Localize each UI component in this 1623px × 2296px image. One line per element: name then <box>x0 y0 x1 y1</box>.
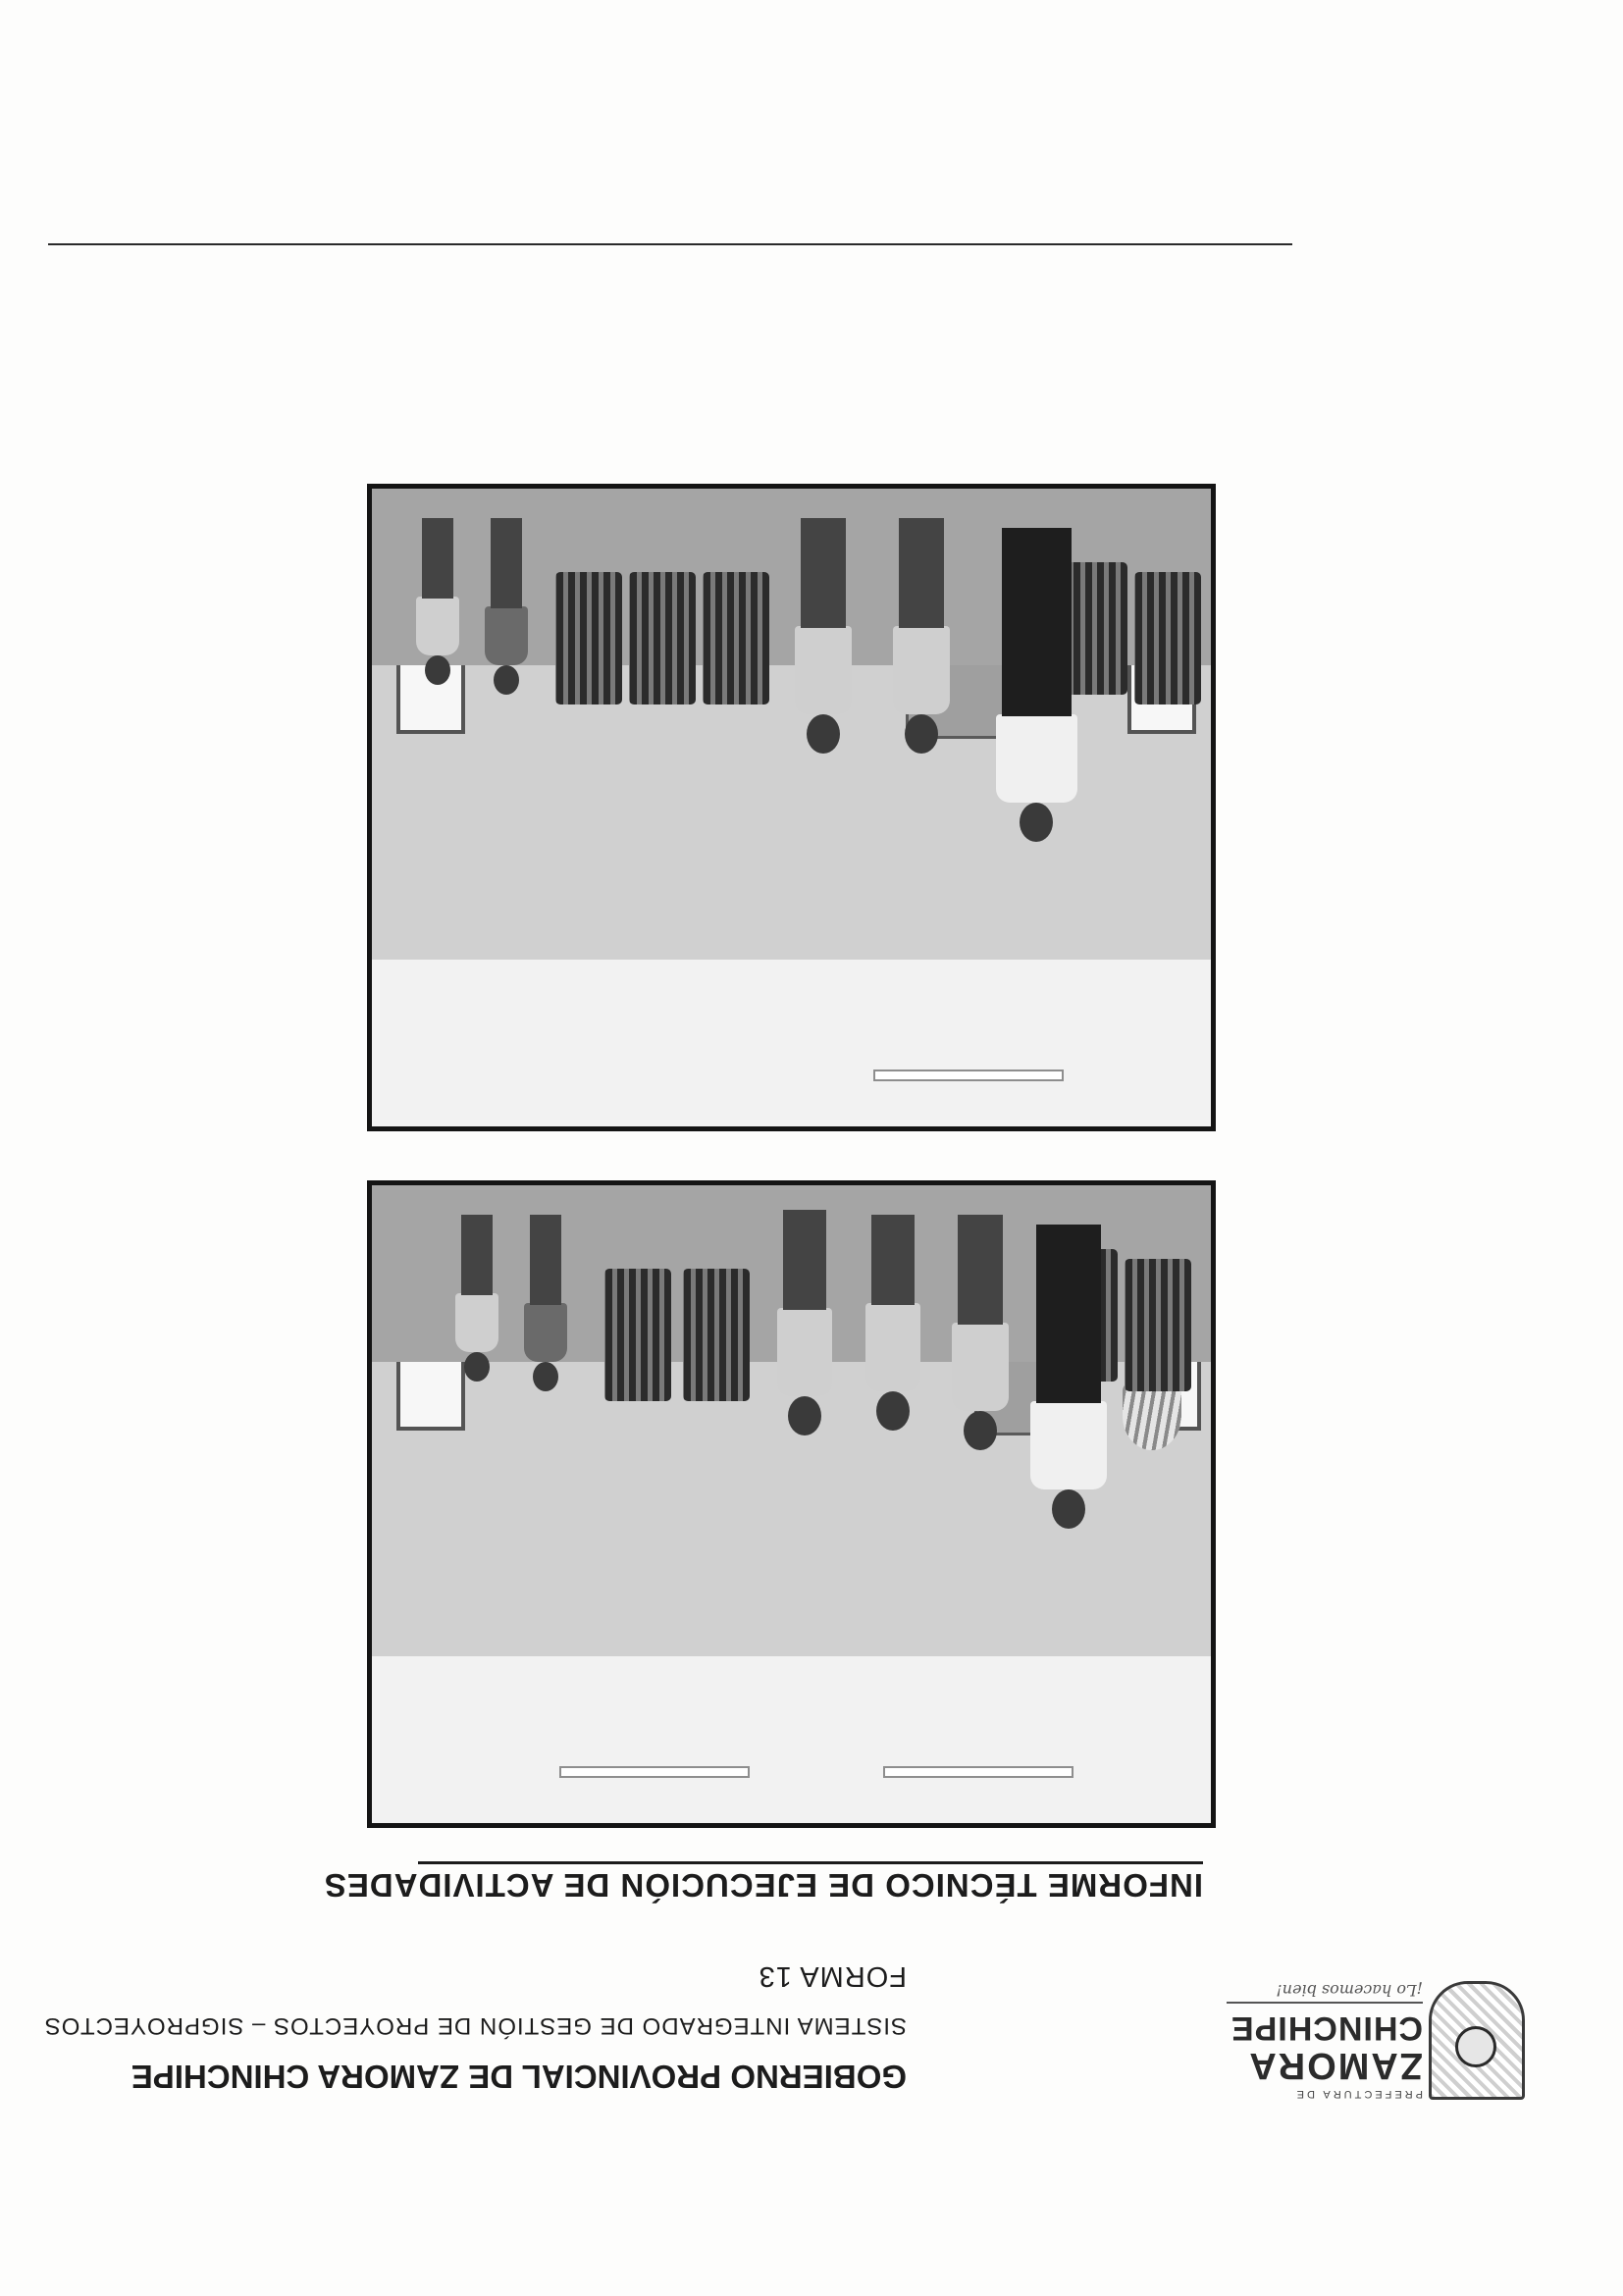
person-icon <box>887 518 956 754</box>
institution-name: GOBIERNO PROVINCIAL DE ZAMORA CHINCHIPE <box>131 2059 907 2095</box>
form-number: FORMA 13 <box>758 1960 907 1992</box>
plant-icon <box>1123 1382 1181 1450</box>
person-icon <box>449 1215 504 1382</box>
page-rule <box>48 243 1292 245</box>
report-title: INFORME TÉCNICO DE EJECUCIÓN DE ACTIVIDADES <box>418 1861 1203 1904</box>
prefectura-logo <box>1201 1977 1525 2110</box>
ceiling <box>372 960 1211 1126</box>
logo-divider <box>1227 2002 1423 2004</box>
chair-icon <box>629 572 696 704</box>
person-icon <box>990 528 1083 842</box>
logo-name-line2: CHINCHIPE <box>1230 2009 1423 2047</box>
chair-icon <box>683 1269 750 1401</box>
chair-icon <box>604 1269 671 1401</box>
person-icon <box>789 518 858 754</box>
logo-tagline: ¡Lo hacemos bien! <box>1276 1981 1423 2000</box>
ceiling-lamp-icon <box>883 1766 1073 1778</box>
ceiling-lamp-icon <box>559 1766 750 1778</box>
ceiling-lamp-icon <box>873 1070 1064 1081</box>
coat-of-arms-icon <box>1429 1981 1525 2100</box>
person-icon <box>479 518 534 695</box>
person-icon <box>410 518 465 685</box>
logo-prefix: PREFECTURA DE <box>1293 2088 1423 2100</box>
person-icon <box>1024 1225 1113 1529</box>
person-icon <box>860 1215 926 1431</box>
person-icon <box>771 1210 838 1435</box>
person-icon <box>518 1215 573 1391</box>
meeting-photo-1 <box>367 1180 1216 1828</box>
person-icon <box>946 1215 1015 1450</box>
system-name: SISTEMA INTEGRADO DE GESTIÓN DE PROYECTOS – SIGPROYECTOS <box>43 2012 907 2039</box>
chair-icon <box>1125 1259 1191 1391</box>
logo-name-line1: ZAMORA <box>1247 2045 1423 2086</box>
ceiling <box>372 1656 1211 1823</box>
chair-icon <box>1134 572 1201 704</box>
chair-icon <box>555 572 622 704</box>
chair-icon <box>703 572 769 704</box>
meeting-photo-2 <box>367 484 1216 1131</box>
